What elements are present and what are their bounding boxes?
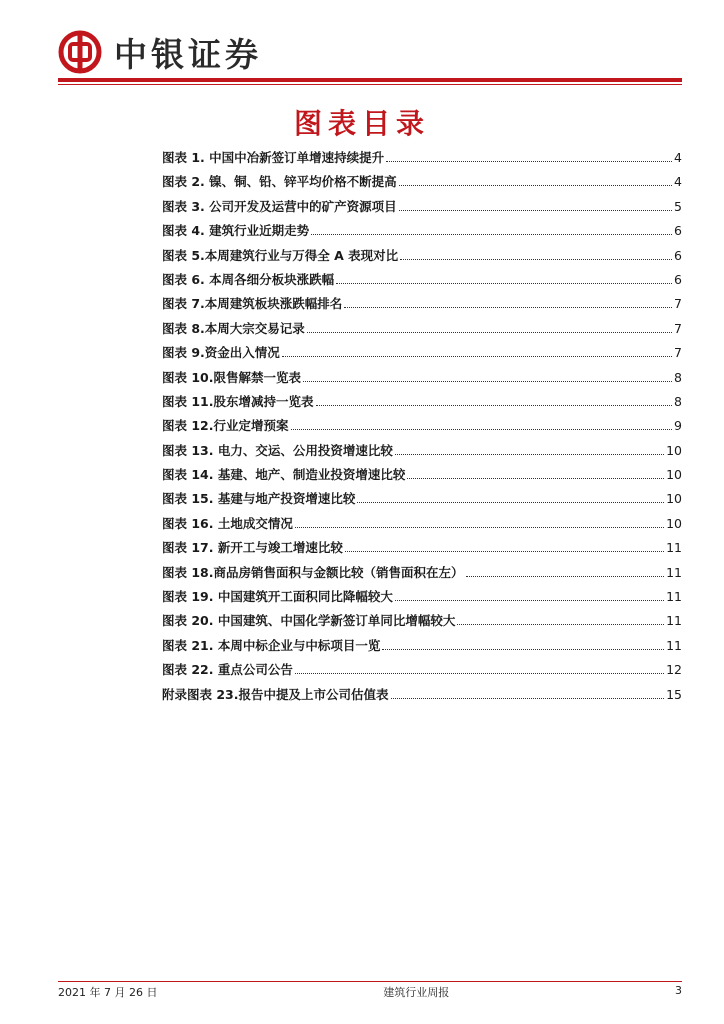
toc-entry-label[interactable]: 图表 11.股东增减持一览表	[162, 393, 314, 409]
toc-entry-page[interactable]: 11	[666, 564, 682, 580]
bank-of-china-logo-icon	[58, 30, 102, 74]
toc-entry-page[interactable]: 11	[666, 540, 682, 556]
toc-entry-page[interactable]: 10	[666, 515, 682, 531]
toc-entry-label[interactable]: 图表 10.限售解禁一览表	[162, 369, 301, 385]
toc-entry-page[interactable]: 12	[666, 662, 682, 678]
toc-entry-label[interactable]: 图表 5.本周建筑行业与万得全 A 表现对比	[162, 247, 399, 263]
toc-entry[interactable]	[162, 611, 682, 635]
toc-leader-dots	[295, 527, 664, 528]
toc-entry[interactable]	[162, 319, 682, 343]
toc-entry-page[interactable]: 11	[666, 613, 682, 629]
toc-entry[interactable]	[162, 246, 682, 270]
toc-leader-dots	[303, 381, 672, 382]
toc-entry[interactable]	[162, 489, 682, 513]
toc-entry[interactable]	[162, 148, 682, 172]
toc-entry-label[interactable]: 图表 19. 中国建筑开工面积同比降幅较大	[162, 589, 393, 605]
toc-entry-page[interactable]: 8	[674, 393, 682, 409]
toc-entry-page[interactable]: 11	[666, 637, 682, 653]
toc-leader-dots	[400, 259, 672, 260]
toc-entry-page[interactable]: 5	[674, 198, 682, 214]
toc-entry-page[interactable]: 7	[674, 320, 682, 336]
toc-entry[interactable]	[162, 685, 682, 709]
toc-leader-dots	[391, 698, 665, 699]
toc-entry[interactable]	[162, 563, 682, 587]
toc-entry-label[interactable]: 图表 6. 本周各细分板块涨跌幅	[162, 271, 335, 287]
toc-leader-dots	[316, 405, 673, 406]
toc-entry-label[interactable]: 图表 7.本周建筑板块涨跌幅排名	[162, 296, 343, 312]
toc-leader-dots	[399, 210, 672, 211]
footer	[58, 984, 682, 1000]
toc-entry-page[interactable]: 4	[674, 174, 682, 190]
page-title: 图表目录	[293, 107, 430, 140]
toc-entry-label[interactable]: 图表 8.本周大宗交易记录	[162, 320, 305, 336]
toc-leader-dots	[407, 478, 664, 479]
header-rule-thin	[58, 84, 682, 85]
toc-entry-page[interactable]: 11	[666, 589, 682, 605]
toc-entry-label[interactable]: 图表 12.行业定增预案	[162, 418, 289, 434]
toc-entry-label[interactable]: 图表 20. 中国建筑、中国化学新签订单同比增幅较大	[162, 613, 456, 629]
toc-entry[interactable]	[162, 587, 682, 611]
toc-leader-dots	[395, 454, 664, 455]
toc-entry-label[interactable]: 图表 15. 基建与地产投资增速比较	[162, 491, 356, 507]
toc-entry-page[interactable]: 6	[674, 271, 682, 287]
toc-entry[interactable]	[162, 197, 682, 221]
toc-entry[interactable]	[162, 441, 682, 465]
header	[58, 28, 262, 76]
toc-leader-dots	[457, 624, 664, 625]
toc-entry[interactable]	[162, 514, 682, 538]
header-rule	[58, 78, 682, 82]
toc-entry-page[interactable]: 4	[674, 150, 682, 165]
toc-entry-page[interactable]: 9	[674, 418, 682, 434]
toc-entry-label[interactable]: 图表 9.资金出入情况	[162, 345, 280, 361]
toc-entry[interactable]	[162, 538, 682, 562]
footer-rule	[58, 981, 682, 982]
toc-entry-label[interactable]: 图表 22. 重点公司公告	[162, 662, 293, 678]
toc-entry-page[interactable]: 10	[666, 467, 682, 483]
toc-entry[interactable]	[162, 660, 682, 684]
footer-date: 2021 年 7 月 26 日	[58, 986, 158, 999]
toc-leader-dots	[307, 332, 672, 333]
toc-leader-dots	[336, 283, 672, 284]
toc-entry-label[interactable]: 图表 13. 电力、交运、公用投资增速比较	[162, 442, 393, 458]
toc-entry-label[interactable]: 图表 14. 基建、地产、制造业投资增速比较	[162, 467, 406, 483]
toc-leader-dots	[344, 307, 672, 308]
toc-leader-dots	[282, 356, 672, 357]
toc-entry[interactable]	[162, 392, 682, 416]
toc-leader-dots	[357, 502, 664, 503]
toc-entry-label[interactable]: 图表 18.商品房销售面积与金额比较（销售面积在左）	[162, 564, 464, 580]
toc-leader-dots	[466, 576, 665, 577]
toc-entry[interactable]	[162, 636, 682, 660]
toc-entry[interactable]	[162, 221, 682, 245]
toc-entry-page[interactable]: 15	[666, 686, 682, 702]
toc-entry-page[interactable]: 7	[674, 296, 682, 312]
toc-leader-dots	[395, 600, 664, 601]
toc-entry-label[interactable]: 图表 17. 新开工与竣工增速比较	[162, 540, 343, 556]
toc-entry-page[interactable]: 7	[674, 345, 682, 361]
table-of-figures	[162, 148, 682, 709]
toc-entry-label[interactable]: 图表 2. 镍、铜、铅、锌平均价格不断提高	[162, 174, 397, 190]
toc-entry[interactable]	[162, 294, 682, 318]
toc-entry-label[interactable]: 图表 1. 中国中冶新签订单增速持续提升	[162, 150, 385, 165]
toc-leader-dots	[295, 673, 664, 674]
brand-name: 中银证券	[114, 34, 262, 74]
toc-entry-page[interactable]: 6	[674, 223, 682, 239]
toc-leader-dots	[291, 429, 673, 430]
toc-leader-dots	[399, 185, 672, 186]
toc-entry[interactable]	[162, 465, 682, 489]
toc-entry[interactable]	[162, 416, 682, 440]
footer-report-type: 建筑行业周报	[383, 986, 450, 999]
toc-entry-label[interactable]: 附录图表 23.报告中提及上市公司估值表	[162, 686, 389, 702]
toc-entry[interactable]	[162, 172, 682, 196]
toc-leader-dots	[311, 234, 672, 235]
toc-entry[interactable]	[162, 368, 682, 392]
toc-entry-label[interactable]: 图表 21. 本周中标企业与中标项目一览	[162, 637, 381, 653]
toc-entry-page[interactable]: 8	[674, 369, 682, 385]
toc-entry-page[interactable]: 10	[666, 442, 682, 458]
toc-entry-label[interactable]: 图表 4. 建筑行业近期走势	[162, 223, 310, 239]
toc-leader-dots	[345, 551, 664, 552]
toc-entry-page[interactable]: 10	[666, 491, 682, 507]
toc-entry-label[interactable]: 图表 16. 土地成交情况	[162, 515, 293, 531]
footer-page-number: 3	[674, 984, 682, 997]
toc-leader-dots	[382, 649, 664, 650]
toc-entry-page[interactable]: 6	[674, 247, 682, 263]
toc-leader-dots	[386, 161, 672, 162]
toc-entry[interactable]	[162, 270, 682, 294]
toc-entry[interactable]	[162, 343, 682, 367]
toc-entry-label[interactable]: 图表 3. 公司开发及运营中的矿产资源项目	[162, 198, 397, 214]
